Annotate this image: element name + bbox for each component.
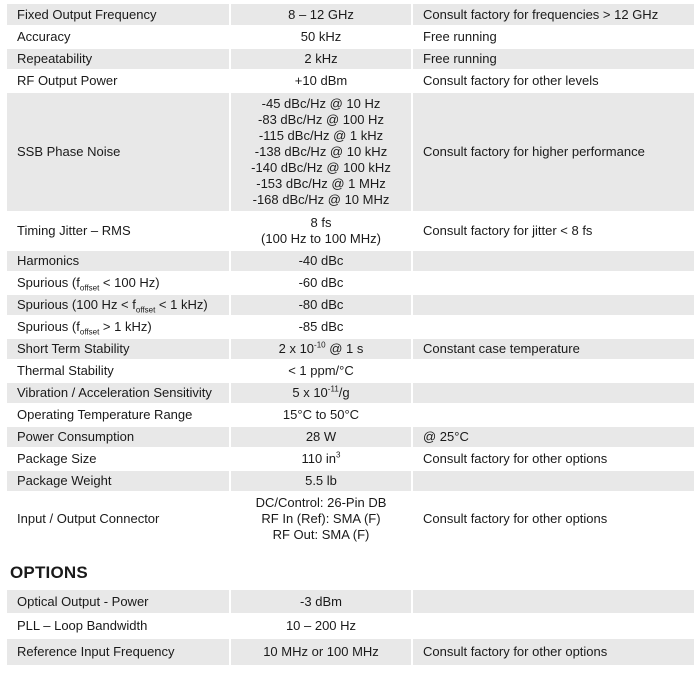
connector-line: RF In (Ref): SMA (F) xyxy=(261,511,381,526)
spec-param: Timing Jitter – RMS xyxy=(7,212,230,250)
spec-note: Consult factory for higher performance xyxy=(412,92,694,212)
phase-noise-line: -45 dBc/Hz @ 10 Hz xyxy=(261,96,381,111)
option-note: Consult factory for other options xyxy=(412,638,694,666)
spec-value: 2 x $10^{-10}$ @ 1 s xyxy=(230,338,412,360)
spec-row xyxy=(7,316,694,338)
spec-note: Constant case temperature xyxy=(412,338,694,360)
phase-noise-line: -168 dBc/Hz @ 10 MHz xyxy=(252,192,390,207)
spec-param: RF Output Power xyxy=(7,70,230,92)
spec-note: @ 25°C xyxy=(412,426,694,448)
spec-value: 5 x $10^{-11}/g$ xyxy=(230,382,412,404)
spec-value: 2 kHz xyxy=(230,48,412,70)
spec-row xyxy=(7,360,694,382)
spec-row xyxy=(7,272,694,294)
option-param: Reference Input Frequency xyxy=(7,638,230,666)
phase-noise-line: -140 dBc/Hz @ 100 kHz xyxy=(251,160,391,175)
option-note xyxy=(412,590,694,614)
spec-param: Spurious ($f_{offset} < 100$ Hz) xyxy=(7,272,230,294)
option-row xyxy=(7,638,694,666)
spec-value: -60 dBc xyxy=(230,272,412,294)
spec-row xyxy=(7,470,694,492)
spec-note xyxy=(412,294,694,316)
spec-row xyxy=(7,48,694,70)
spec-param: Repeatability xyxy=(7,48,230,70)
spec-value xyxy=(230,212,412,250)
connector-line: RF Out: SMA (F) xyxy=(272,527,370,542)
spec-note: Consult factory for frequencies > 12 GHz xyxy=(412,4,694,26)
option-param: PLL – Loop Bandwidth xyxy=(7,614,230,638)
phase-noise-line: -138 dBc/Hz @ 10 kHz xyxy=(254,144,388,159)
spec-param: Fixed Output Frequency xyxy=(7,4,230,26)
option-note xyxy=(412,614,694,638)
spec-note: Consult factory for other options xyxy=(412,492,694,546)
spec-value: -85 dBc xyxy=(230,316,412,338)
options-table xyxy=(7,590,694,667)
spec-row xyxy=(7,448,694,470)
spec-row xyxy=(7,26,694,48)
spec-param: Power Consumption xyxy=(7,426,230,448)
spec-row xyxy=(7,4,694,26)
spec-row xyxy=(7,294,694,316)
spec-row xyxy=(7,492,694,546)
spec-value xyxy=(230,92,412,212)
spec-param: Accuracy xyxy=(7,26,230,48)
spec-param: Vibration / Acceleration Sensitivity xyxy=(7,382,230,404)
jitter-line: 8 fs xyxy=(310,215,332,230)
spec-note xyxy=(412,360,694,382)
spec-note xyxy=(412,250,694,272)
spec-row xyxy=(7,426,694,448)
spec-note: Free running xyxy=(412,48,694,70)
spec-value: 8 – 12 GHz xyxy=(230,4,412,26)
spec-row xyxy=(7,92,694,212)
spec-param: Spurious (100 $Hz < f_{offset} < 1$ kHz) xyxy=(7,294,230,316)
spec-param: Harmonics xyxy=(7,250,230,272)
spec-value: -80 dBc xyxy=(230,294,412,316)
spec-row xyxy=(7,250,694,272)
option-value: 10 MHz or 100 MHz xyxy=(230,638,412,666)
spec-row xyxy=(7,70,694,92)
option-value: 10 – 200 Hz xyxy=(230,614,412,638)
spec-note xyxy=(412,316,694,338)
spec-note xyxy=(412,404,694,426)
connector-line: DC/Control: 26-Pin DB xyxy=(255,495,387,510)
option-row xyxy=(7,590,694,614)
spec-value: 28 W xyxy=(230,426,412,448)
spec-param: Operating Temperature Range xyxy=(7,404,230,426)
spec-param: Spurious ($f_{offset} > 1$ kHz) xyxy=(7,316,230,338)
spec-param: Short Term Stability xyxy=(7,338,230,360)
spec-value: +10 dBm xyxy=(230,70,412,92)
option-value: -3 dBm xyxy=(230,590,412,614)
option-row xyxy=(7,614,694,638)
spec-note xyxy=(412,470,694,492)
spec-value xyxy=(230,492,412,546)
spec-note: Free running xyxy=(412,26,694,48)
specifications-table xyxy=(7,4,694,547)
phase-noise-line: -115 dBc/Hz @ 1 kHz xyxy=(258,128,384,143)
spec-value: 50 kHz xyxy=(230,26,412,48)
options-heading: OPTIONS xyxy=(10,563,88,582)
spec-param: Package Size xyxy=(7,448,230,470)
spec-row xyxy=(7,338,694,360)
spec-row xyxy=(7,382,694,404)
spec-param: Input / Output Connector xyxy=(7,492,230,546)
spec-value: < 1 ppm/°C xyxy=(230,360,412,382)
spec-value: 5.5 lb xyxy=(230,470,412,492)
spec-param: Package Weight xyxy=(7,470,230,492)
spec-value: -40 dBc xyxy=(230,250,412,272)
spec-row xyxy=(7,404,694,426)
spec-row xyxy=(7,212,694,250)
phase-noise-line: -153 dBc/Hz @ 1 MHz xyxy=(256,176,386,191)
spec-value: 15°C to 50°C xyxy=(230,404,412,426)
spec-note xyxy=(412,382,694,404)
spec-note: Consult factory for jitter < 8 fs xyxy=(412,212,694,250)
spec-value: 110 $in^3$ xyxy=(230,448,412,470)
phase-noise-line: -83 dBc/Hz @ 100 Hz xyxy=(258,112,384,127)
spec-param: Thermal Stability xyxy=(7,360,230,382)
spec-note: Consult factory for other levels xyxy=(412,70,694,92)
jitter-line: (100 Hz to 100 MHz) xyxy=(261,231,381,246)
spec-note xyxy=(412,272,694,294)
spec-param: SSB Phase Noise xyxy=(7,92,230,212)
option-param: Optical Output - Power xyxy=(7,590,230,614)
spec-note: Consult factory for other options xyxy=(412,448,694,470)
